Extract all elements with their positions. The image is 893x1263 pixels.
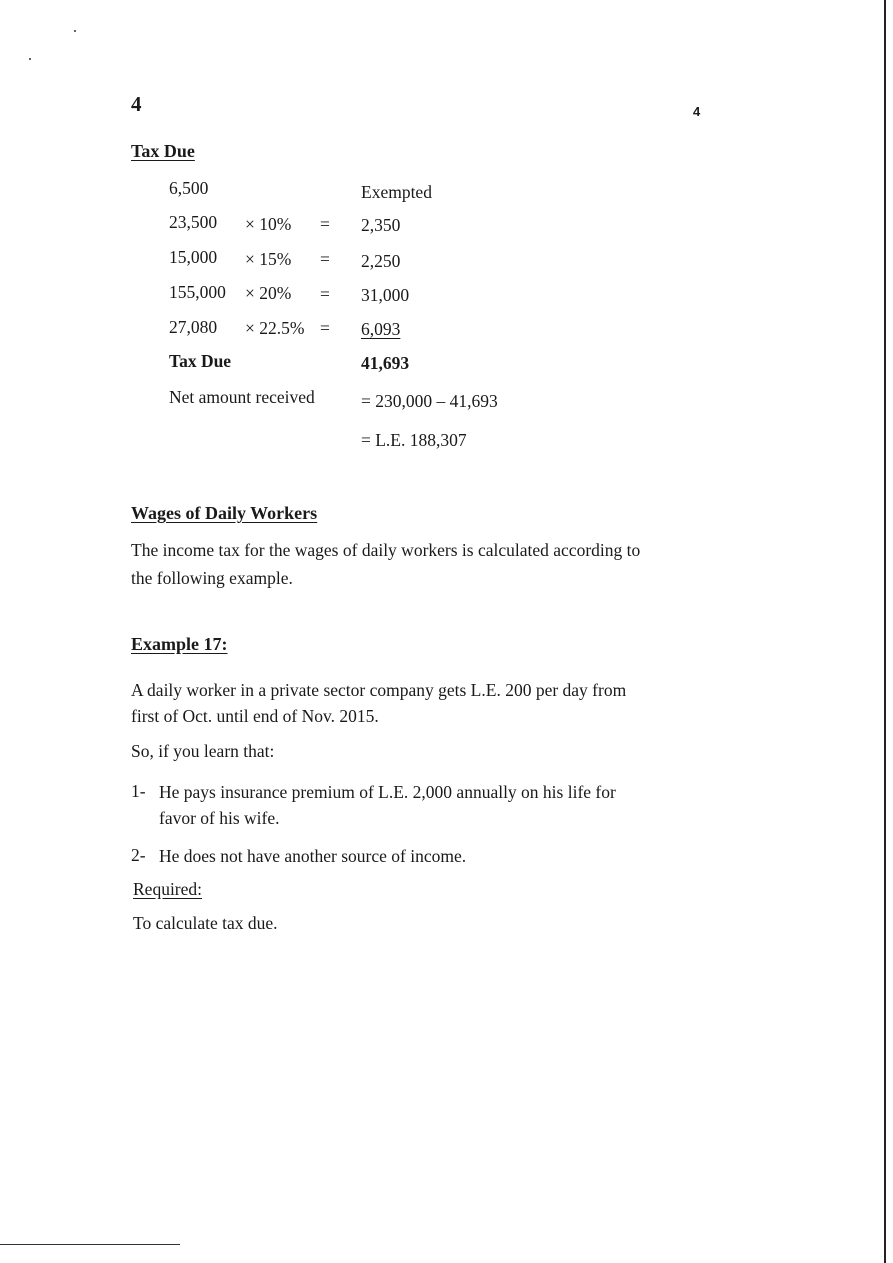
tax-row-equals: = [320,318,330,338]
tax-row-amount: 15,000 [169,247,218,267]
tax-row-rate: × 15% [245,249,292,269]
example-text-line: first of Oct. until end of Nov. 2015. [131,706,379,726]
scan-speck [29,58,31,60]
tax-row-amount: 23,500 [169,212,218,232]
tax-total-label: Tax Due [169,351,232,371]
tax-row-result: 2,350 [361,215,401,235]
tax-row-rate: × 20% [245,283,292,303]
scan-speck [74,30,76,32]
wages-text-line: The income tax for the wages of daily workers is calculated according to [131,540,641,560]
tax-row-rate: × 22.5% [245,318,305,338]
tax-row-equals: = [320,214,330,234]
net-amount-formula: = 230,000 – 41,693 [361,391,498,411]
tax-total-value: 41,693 [361,353,410,373]
tax-row-result: Exempted [361,182,432,202]
tax-row-result: 6,093 [361,319,401,339]
example-intro: So, if you learn that: [131,741,275,761]
condition-text-line: He pays insurance premium of L.E. 2,000 annually on his life for [159,782,616,802]
page-number-right: 4 [693,104,701,119]
example-text-line: A daily worker in a private sector company gets L.E. 200 per day from [131,680,627,700]
condition-number: 1- [131,781,146,801]
wages-text-line: the following example. [131,568,293,588]
condition-number: 2- [131,845,146,865]
footnote-rule [0,1244,180,1245]
tax-row-result: 2,250 [361,251,401,271]
tax-row-amount: 27,080 [169,317,218,337]
page-edge-border [884,0,886,1263]
tax-row-result: 31,000 [361,285,410,305]
condition-text-line: favor of his wife. [159,808,280,828]
wages-heading: Wages of Daily Workers [131,503,318,523]
tax-row-amount: 6,500 [169,178,209,198]
net-amount-label: Net amount received [169,387,315,407]
required-label: Required: [133,879,203,899]
example-heading: Example 17: [131,634,228,654]
condition-text-line: He does not have another source of income. [159,846,467,866]
required-text: To calculate tax due. [133,913,278,933]
tax-row-rate: × 10% [245,214,292,234]
page-number-left: 4 [131,92,142,116]
tax-row-equals: = [320,249,330,269]
net-amount-result: = L.E. 188,307 [361,430,467,450]
tax-row-amount: 155,000 [169,282,226,302]
tax-due-heading: Tax Due [131,141,195,161]
tax-row-equals: = [320,284,330,304]
